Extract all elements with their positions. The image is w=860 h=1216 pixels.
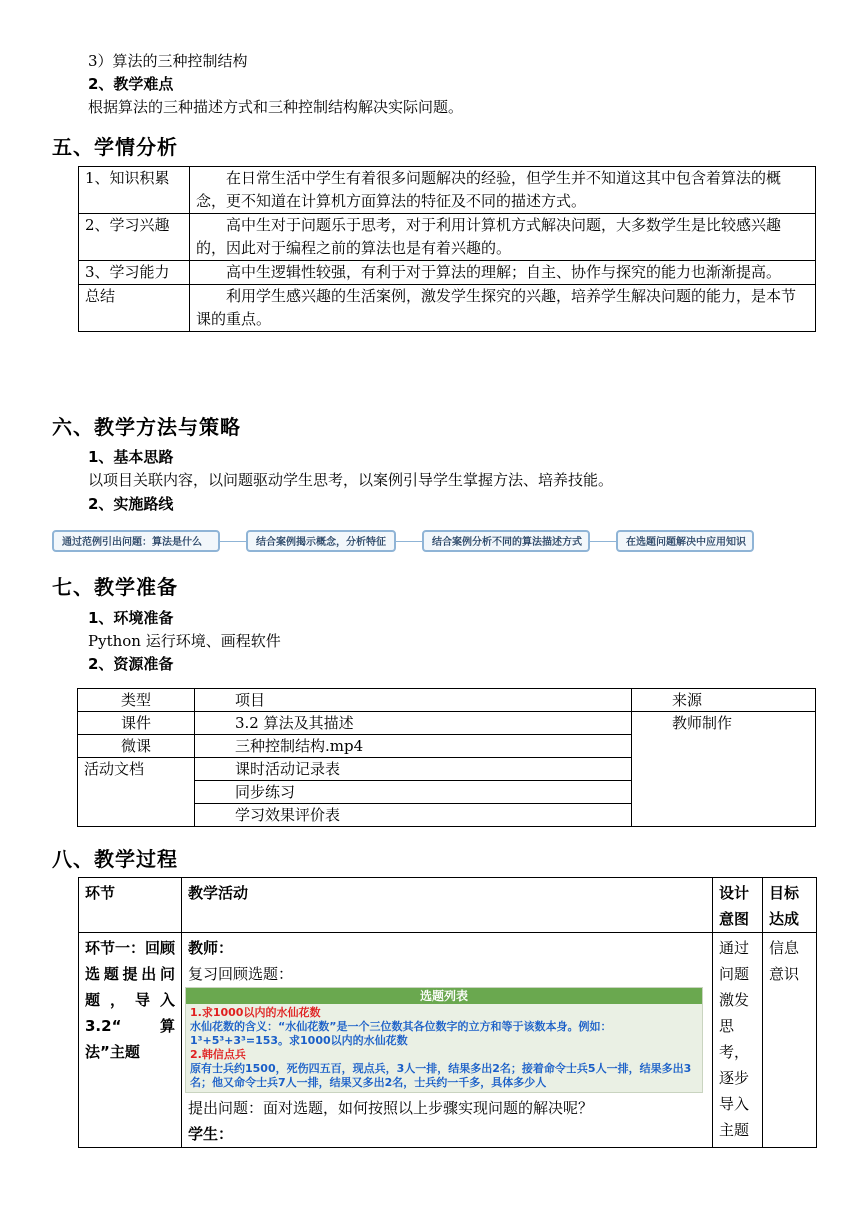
- header-goal: 目标达成: [763, 878, 817, 933]
- subheading-resources: 2、资源准备: [88, 655, 174, 673]
- header-type: 类型: [78, 689, 195, 712]
- topic-2-title: 2.韩信点兵: [190, 1048, 246, 1061]
- subheading-basic-idea: 1、基本思路: [88, 448, 174, 466]
- section-title-learner-analysis: 五、学情分析: [52, 135, 178, 159]
- difficulty-text: 根据算法的三种描述方式和三种控制结构解决实际问题。: [88, 98, 464, 116]
- row-label: 总结: [79, 285, 190, 332]
- row-text: 高中生逻辑性较强，有利于对于算法的理解；自主、协作与探究的能力也渐渐提高。: [190, 261, 816, 285]
- table-row: [79, 285, 816, 332]
- item-cell: 课时活动记录表: [195, 758, 632, 781]
- resources-table: [77, 688, 816, 827]
- table-row: [79, 214, 816, 261]
- flow-step-2: 结合案例揭示概念，分析特征: [246, 530, 396, 552]
- table-row: [79, 878, 817, 933]
- flow-connector: [396, 541, 422, 542]
- implementation-flowchart: [52, 530, 754, 552]
- flow-connector: [590, 541, 616, 542]
- type-cell: 微课: [78, 735, 195, 758]
- learner-analysis-table: [78, 166, 816, 332]
- topic-2-body: 原有士兵约1500，死伤四五百，现点兵，3人一排，结果多出2名；接着命令士兵5人一排，结果多出3名；他又命令士兵7人一排，结果又多出2名，士兵约一千多，具体多少人: [190, 1062, 692, 1089]
- process-table: [78, 877, 817, 1148]
- activity-cell: [182, 933, 713, 1148]
- subheading-route: 2、实施路线: [88, 495, 174, 513]
- table-row: [79, 261, 816, 285]
- subheading-environment: 1、环境准备: [88, 609, 174, 627]
- section-title-preparation: 七、教学准备: [52, 575, 178, 599]
- question-text: 提出问题：面对选题，如何按照以上步骤实现问题的解决呢？: [188, 1099, 594, 1117]
- student-label: 学生：: [188, 1125, 234, 1143]
- header-intent: 设计意图: [713, 878, 763, 933]
- type-cell: 课件: [78, 712, 195, 735]
- header-item: 项目: [195, 689, 632, 712]
- subheading-difficulty: 2、教学难点: [88, 75, 174, 93]
- basic-idea-text: 以项目关联内容，以问题驱动学生思考，以案例引导学生掌握方法、培养技能。: [88, 471, 614, 489]
- flow-step-3: 结合案例分析不同的算法描述方式: [422, 530, 590, 552]
- row-text: 高中生对于问题乐于思考，对于利用计算机方式解决问题，大多数学生是比较感兴趣的，因此对于编程之前的算法也是有着兴趣的。: [190, 214, 816, 261]
- row-label: 3、学习能力: [79, 261, 190, 285]
- row-text: 利用学生感兴趣的生活案例，激发学生探究的兴趣，培养学生解决问题的能力，是本节课的重点。: [190, 285, 816, 332]
- topic-list-image: [185, 987, 703, 1093]
- flow-connector: [220, 541, 246, 542]
- goal-cell: 信息意识: [763, 933, 817, 1148]
- environment-text: Python 运行环境、画程软件: [88, 632, 281, 650]
- header-activity: 教学活动: [182, 878, 713, 933]
- table-row: [78, 712, 816, 735]
- section-title-methods: 六、教学方法与策略: [52, 415, 241, 439]
- header-source: 来源: [632, 689, 816, 712]
- topic-1-body: 水仙花数的含义：“水仙花数”是一个三位数其各位数字的立方和等于该数本身。例如：1³+5³+3³=153。求1000以内的水仙花数: [190, 1020, 612, 1047]
- item-cell: 学习效果评价表: [195, 804, 632, 827]
- item-cell: 同步练习: [195, 781, 632, 804]
- teacher-label: 教师：: [188, 939, 234, 957]
- flow-step-4: 在选题问题解决中应用知识: [616, 530, 754, 552]
- row-label: 1、知识积累: [79, 167, 190, 214]
- table-row: [78, 689, 816, 712]
- section-title-process: 八、教学过程: [52, 847, 178, 871]
- type-cell: 活动文档: [78, 758, 195, 827]
- flow-step-1: 通过范例引出问题：算法是什么: [52, 530, 220, 552]
- header-stage: 环节: [79, 878, 182, 933]
- table-row: [79, 167, 816, 214]
- objective-item-3: 3）算法的三种控制结构: [88, 52, 248, 70]
- topic-1-title: 1.求1000以内的水仙花数: [190, 1006, 321, 1019]
- row-text: 在日常生活中学生有着很多问题解决的经验，但学生并不知道这其中包含着算法的概念，更不知道在计算机方面算法的特征及不同的描述方式。: [190, 167, 816, 214]
- stage-cell: 环节一：回顾选题提出问题，导入 3.2“算法”主题: [79, 933, 182, 1148]
- review-text: 复习回顾选题：: [188, 965, 294, 983]
- row-label: 2、学习兴趣: [79, 214, 190, 261]
- table-row: [79, 933, 817, 1148]
- item-cell: 3.2 算法及其描述: [195, 712, 632, 735]
- intent-cell: 通过问题激发思考，逐步导入主题: [713, 933, 763, 1148]
- topic-list-header: 选题列表: [186, 988, 702, 1004]
- source-cell: 教师制作: [632, 712, 816, 827]
- item-cell: 三种控制结构.mp4: [195, 735, 632, 758]
